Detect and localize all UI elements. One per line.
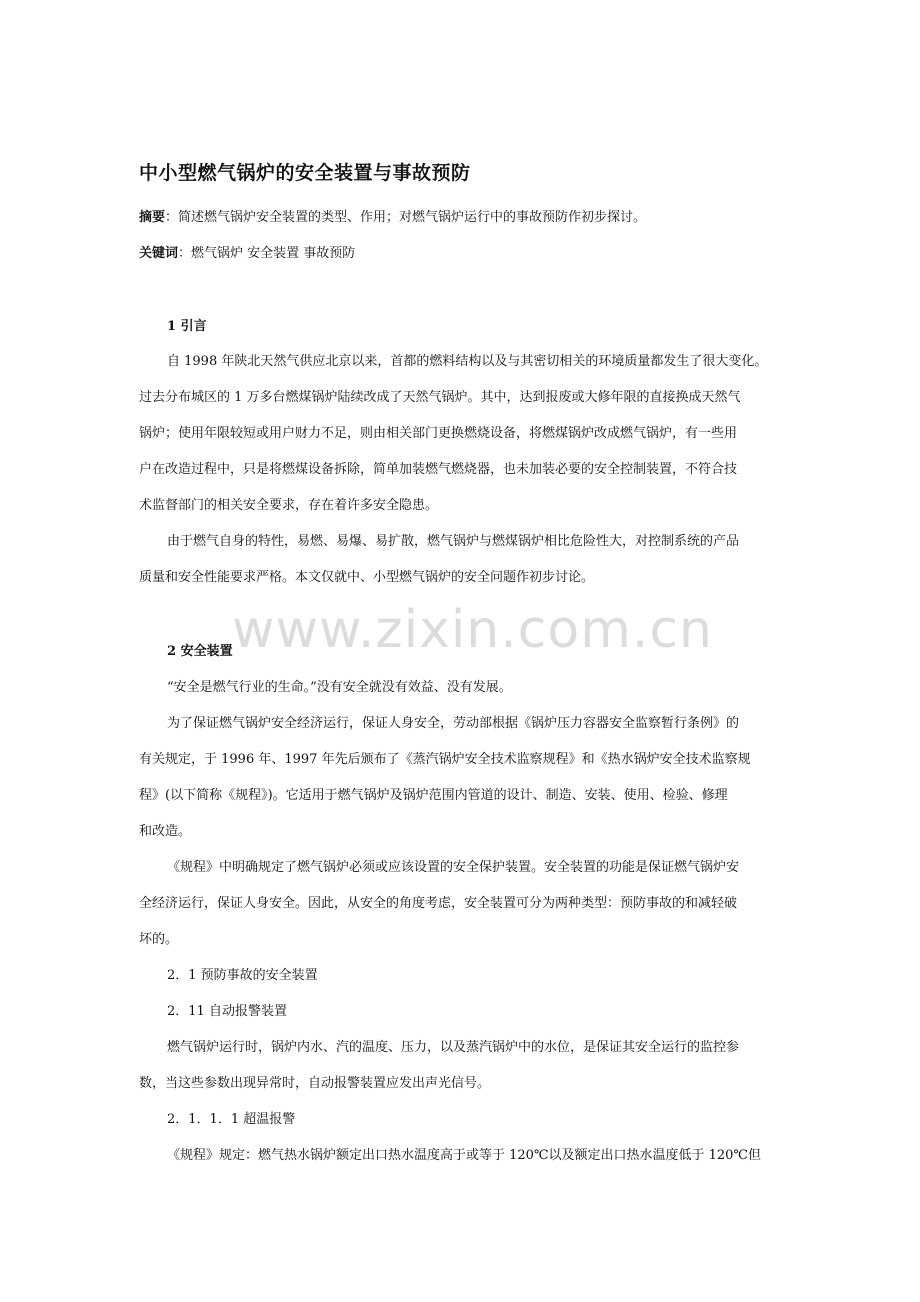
paragraph-line: 术监督部门的相关安全要求，存在着许多安全隐患。 <box>139 498 439 513</box>
paragraph-line: 全经济运行，保证人身安全。因此，从安全的角度考虑，安全装置可分为两种类型：预防事故的和减轻破 <box>139 896 738 911</box>
abstract-text: ：简述燃气锅炉安全装置的类型、作用；对燃气锅炉运行中的事故预防作初步探讨。 <box>165 210 647 225</box>
document-title: 中小型燃气锅炉的安全装置与事故预防 <box>139 162 471 184</box>
paragraph-line: 《规程》中明确规定了燃气锅炉必须或应该设置的安全保护装置。安全装置的功能是保证燃气锅炉安 <box>167 860 740 875</box>
subsection-heading: 2．1．1．1 超温报警 <box>167 1112 296 1127</box>
paragraph-line: 为了保证燃气锅炉安全经济运行，保证人身安全，劳动部根据《锅炉压力容器安全监察暂行条例》的 <box>167 716 740 731</box>
subsection-heading: 2．1 预防事故的安全装置 <box>167 968 318 983</box>
abstract-label: 摘要 <box>139 210 166 225</box>
paragraph-line: 锅炉；使用年限较短或用户财力不足，则由相关部门更换燃烧设备，将燃煤锅炉改成燃气锅炉，有一些用 <box>139 426 738 441</box>
paragraph-line: 有关规定，于 1996 年、1997 年先后颁布了《蒸汽锅炉安全技术监察规程》和《热水锅炉安全技术监察规 <box>139 752 751 767</box>
paragraph-line: 数，当这些参数出现异常时，自动报警装置应发出声光信号。 <box>139 1076 491 1091</box>
paragraph-line: 和改造。 <box>139 824 192 839</box>
watermark: www.zixin.com.cn <box>232 600 713 660</box>
subsection-heading: 2．11 自动报警装置 <box>167 1004 287 1019</box>
section-heading-safety: 2 安全装置 <box>167 644 233 659</box>
paragraph-line: 自 1998 年陕北天然气供应北京以来，首都的燃料结构以及与其密切相关的环境质量都发生了很大变化。 <box>167 354 768 369</box>
keywords-line <box>139 242 355 261</box>
paragraph-line: 由于燃气自身的特性，易燃、易爆、易扩散，燃气锅炉与燃煤锅炉相比危险性大，对控制系统的产品 <box>167 534 740 549</box>
keywords-label: 关键词 <box>139 246 179 261</box>
paragraph-line: 坏的。 <box>139 932 179 947</box>
paragraph-line: “安全是燃气行业的生命。”没有安全就没有效益、没有发展。 <box>167 680 512 695</box>
paragraph-line: 质量和安全性能要求严格。本文仅就中、小型燃气锅炉的安全问题作初步讨论。 <box>139 570 595 585</box>
section-heading-intro: 1 引言 <box>167 319 207 334</box>
paragraph-line: 《规程》规定：燃气热水锅炉额定出口热水温度高于或等于 120℃以及额定出口热水温度低于 120℃但 <box>167 1148 761 1163</box>
paragraph-line: 程》(以下简称《规程》)。它适用于燃气锅炉及锅炉范围内管道的设计、制造、安装、使用、检验、修理 <box>139 788 728 803</box>
abstract-line <box>139 206 646 225</box>
paragraph-line: 户在改造过程中，只是将燃煤设备拆除，简单加装燃气燃烧器，也未加装必要的安全控制装置，不符合技 <box>139 462 738 477</box>
paragraph-line: 过去分布城区的 1 万多台燃煤锅炉陆续改成了天然气锅炉。其中，达到报废或大修年限的直接换成天然气 <box>139 390 741 405</box>
paragraph-line: 燃气锅炉运行时，锅炉内水、汽的温度、压力，以及蒸汽锅炉中的水位，是保证其安全运行的监控参 <box>167 1040 740 1055</box>
keywords-text: ：燃气锅炉 安全装置 事故预防 <box>178 246 356 261</box>
